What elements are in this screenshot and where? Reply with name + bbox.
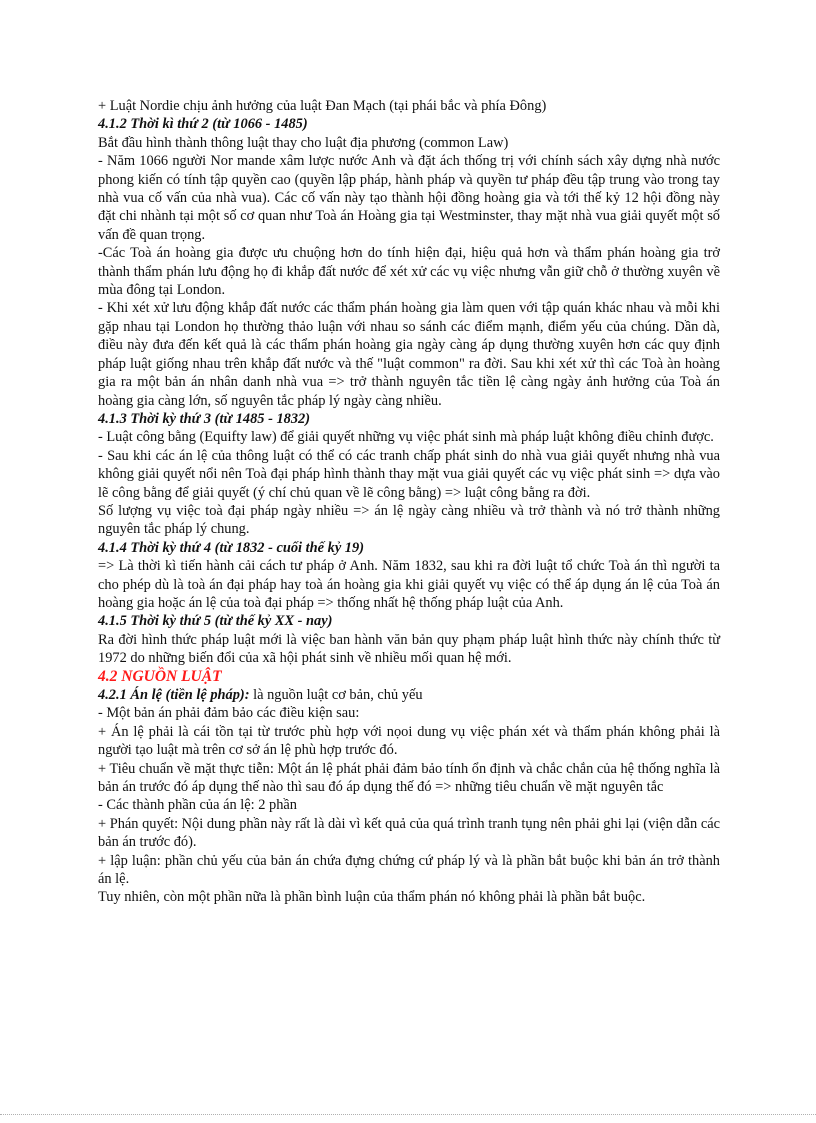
paragraph: -Các Toà án hoàng gia được ưu chuộng hơn do tính hiện đại, hiệu quả hơn và thẩm phán hoàng gia trở thành thẩm phán lưu động họ đi khắp đất nước để xét xử các vụ việc nhưng vẫn giữ chỗ ở thường xuyên về mùa đông tại London. [98, 245, 720, 299]
paragraph: Ra đời hình thức pháp luật mới là việc ban hành văn bản quy phạm pháp luật hình thức này chính thức từ 1972 do những biến đổi của xã hội phát sinh về nhiều mối quan hệ mới. [98, 631, 720, 667]
paragraph: Tuy nhiên, còn một phần nữa là phần bình luận của thẩm phán nó không phải là phần bắt buộc. [98, 889, 646, 906]
paragraph: - Các thành phần của án lệ: 2 phần [98, 797, 297, 814]
section-heading-4-2-1: 4.2.1 Án lệ (tiền lệ pháp): [98, 687, 250, 703]
paragraph: + Tiêu chuẩn về mặt thực tiễn: Một án lệ phát phải đảm bảo tính ổn định và chắc chắn của hệ thống nghĩa là bản án trước đó áp dụng thế nào thì sau đó áp dụng thế đó => những tiêu chuẩn về mặt nguyên tắc [98, 760, 720, 796]
document-page [98, 97, 720, 907]
section-heading-4-1-5: 4.1.5 Thời kỳ thứ 5 (từ thế kỷ XX - nay) [98, 613, 333, 630]
subsection-description: là nguồn luật cơ bản, chủ yếu [249, 687, 423, 703]
paragraph: + Luật Nordie chịu ảnh hưởng của luật Đan Mạch (tại phái bắc và phía Đông) [98, 98, 547, 114]
section-heading-4-1-3: 4.1.3 Thời kỳ thứ 3 (từ 1485 - 1832) [98, 410, 311, 427]
paragraph: Số lượng vụ việc toà đại pháp ngày nhiều => án lệ ngày càng nhiều và trở thành và nó trở thành những nguyên tắc pháp lý chung. [98, 502, 720, 538]
paragraph: - Năm 1066 người Nor mande xâm lược nước Anh và đặt ách thống trị với chính sách xây dựng nhà nước phong kiến có tính tập quyền cao (quyền lập pháp, hành pháp và quyền tư pháp đều tập trung vào trong tay nhà vua cố vấn của nhà vua). Các cố vấn này tạo thành hội đồng hoàng gia và tới thế kỷ 12 hội đồng này đặt chi nhành tại một số cơ quan như Toà án Hoàng gia tại Westminster, thay mặt nhà vua giải quyết một số vấn đề quan trọng. [98, 153, 720, 243]
paragraph: + Án lệ phải là cái tồn tại từ trước phù hợp với nọoi dung vụ việc phán xét và thẩm phán không phải là người tạo luật mà trên cơ sở án lệ phù hợp trước đó. [98, 723, 720, 759]
paragraph: => Là thời kì tiến hành cải cách tư pháp ở Anh. Năm 1832, sau khi ra đời luật tổ chức Toà án thì người ta cho phép dù là toà án đại pháp hay toà án hoàng gia khi giải quyết vụ việc có thể áp dụng án lệ của Toà án hoàng gia hoặc án lệ của toà đại pháp => thống nhất hệ thống pháp luật của Anh. [98, 558, 720, 611]
paragraph: + Phán quyết: Nội dung phần này rất là dài vì kết quả của quá trình tranh tụng nên phải ghi lại (viện dẫn các bản án trước đó). [98, 815, 720, 851]
paragraph: Bắt đầu hình thành thông luật thay cho luật địa phương (common Law) [98, 134, 509, 151]
paragraph: - Khi xét xử lưu động khắp đất nước các thẩm phán hoàng gia làm quen với tập quán khác nhau và mỗi khi gặp nhau tại London họ thường thảo luận với nhau so sánh các điểm mạnh, điểm yếu của chúng. Dần dà, điều này đưa đến kết quả là các thẩm phán hoàng gia ngày càng áp dụng thường xuyên hơn các quy định pháp luật giống nhau trên khắp đất nước và thế "luật common" ra đời. Sau khi xét xử thì các Toà àn hoàng gia ra một bản án nhân danh nhà vua => trở thành nguyên tắc tiền lệ càng ngày ảnh hưởng của Toà án hoàng gia càng lớn, số nguyên tắc pháp lý ngày càng nhiều. [98, 300, 720, 409]
paragraph: - Luật công bằng (Equifty law) để giải quyết những vụ việc phát sinh mà pháp luật không điều chỉnh được. [98, 429, 714, 446]
section-heading-4-1-2: 4.1.2 Thời kì thứ 2 (từ 1066 - 1485) [98, 116, 308, 133]
subsection-line [98, 686, 720, 704]
page-bottom-divider [0, 1114, 816, 1115]
paragraph: - Sau khi các án lệ của thông luật có thể có các tranh chấp phát sinh do nhà vua giải quyết nhưng nhà vua không giải quyết nổi nên Toà đại pháp hình thành thay mặt vua giải quyết các vụ việc phát sinh => dựa vào lẽ công bằng để giải quyết (ý chí chủ quan về lẽ công bằng) => luật công bằng ra đời. [98, 447, 720, 501]
paragraph: - Một bản án phải đảm bảo các điều kiện sau: [98, 705, 360, 722]
section-heading-4-1-4: 4.1.4 Thời kỳ thứ 4 (từ 1832 - cuối thế kỷ 19) [98, 539, 364, 556]
section-heading-4-2: 4.2 NGUỒN LUẬT [98, 667, 222, 685]
paragraph: + lập luận: phần chủ yếu của bản án chứa đựng chứng cứ pháp lý và là phần bắt buộc khi bản án trở thành án lệ. [98, 852, 720, 888]
